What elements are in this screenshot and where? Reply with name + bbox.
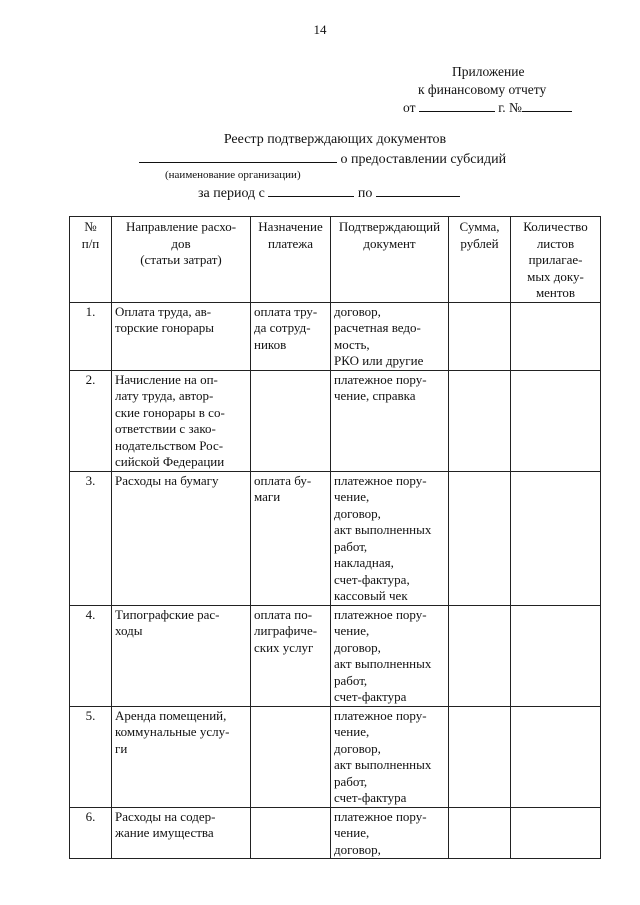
period-start-blank [268,184,354,197]
row-number: 5. [70,706,112,807]
header-document: Подтверждающий документ [331,217,449,303]
page-number: 14 [313,22,327,37]
row-sum [449,605,511,706]
appendix-date-line [403,99,572,117]
documents-registry-table [69,216,601,859]
row-document: платежное пору- чение, договор, акт выполненных работ, счет-фактура [331,605,449,706]
period-end-blank [376,184,460,197]
header-purpose: Назначение платежа [251,217,331,303]
document-title: Реестр подтверждающих документов [223,132,447,147]
table-row [70,807,601,859]
row-sum [449,471,511,605]
row-sheets [511,471,601,605]
row-document: платежное пору- чение, справка [331,370,449,471]
date-blank [419,99,495,112]
table-row [70,706,601,807]
row-sum [449,370,511,471]
table-header-row [70,217,601,303]
row-sheets [511,302,601,370]
table-row [70,370,601,471]
header-sum: Сумма, рублей [449,217,511,303]
period-mid: по [357,186,373,201]
organization-line [139,150,506,168]
row-number: 2. [70,370,112,471]
row-purpose: оплата по- лиграфиче- ских услуг [251,605,331,706]
row-sheets [511,370,601,471]
row-purpose: оплата тру- да сотруд- ников [251,302,331,370]
row-number: 6. [70,807,112,859]
subsidy-text: о предоставлении субсидий [340,152,507,167]
table-row [70,471,601,605]
period-line [198,184,460,202]
row-direction: Типографские рас- ходы [112,605,251,706]
organization-blank [139,150,337,163]
appendix-subtitle: к финансовому отчету [418,82,547,97]
appendix-title: Приложение [452,64,525,79]
row-sum [449,706,511,807]
table-row [70,605,601,706]
row-purpose [251,807,331,859]
header-direction: Направление расхо- дов (статьи затрат) [112,217,251,303]
row-purpose [251,370,331,471]
row-document: платежное пору- чение, договор, акт выполненных работ, накладная, счет-фактура, кассовый чек [331,471,449,605]
table-row [70,302,601,370]
row-sheets [511,605,601,706]
row-document: платежное пору- чение, договор, акт выполненных работ, счет-фактура [331,706,449,807]
appendix-date-prefix: от [403,100,416,115]
row-sheets [511,807,601,859]
row-sum [449,302,511,370]
row-number: 4. [70,605,112,706]
row-direction: Начисление на оп- лату труда, автор- ские гонорары в со- ответствии с зако- нодательством Рос- сийской Федерации [112,370,251,471]
organization-caption: (наименование организации) [165,169,301,181]
appendix-number-label: г. № [498,100,522,115]
row-sum [449,807,511,859]
row-purpose [251,706,331,807]
row-purpose: оплата бу- маги [251,471,331,605]
row-number: 1. [70,302,112,370]
row-direction: Оплата труда, ав- торские гонорары [112,302,251,370]
header-sheets: Количество листов прилагае- мых доку- ментов [511,217,601,303]
row-number: 3. [70,471,112,605]
row-direction: Расходы на бумагу [112,471,251,605]
row-document: платежное пору- чение, договор, [331,807,449,859]
row-sheets [511,706,601,807]
row-direction: Аренда помещений, коммунальные услу- ги [112,706,251,807]
row-document: договор, расчетная ведо- мость, РКО или другие [331,302,449,370]
period-prefix: за период с [198,186,265,201]
number-blank [522,99,572,112]
row-direction: Расходы на содер- жание имущества [112,807,251,859]
header-number: № п/п [70,217,112,303]
